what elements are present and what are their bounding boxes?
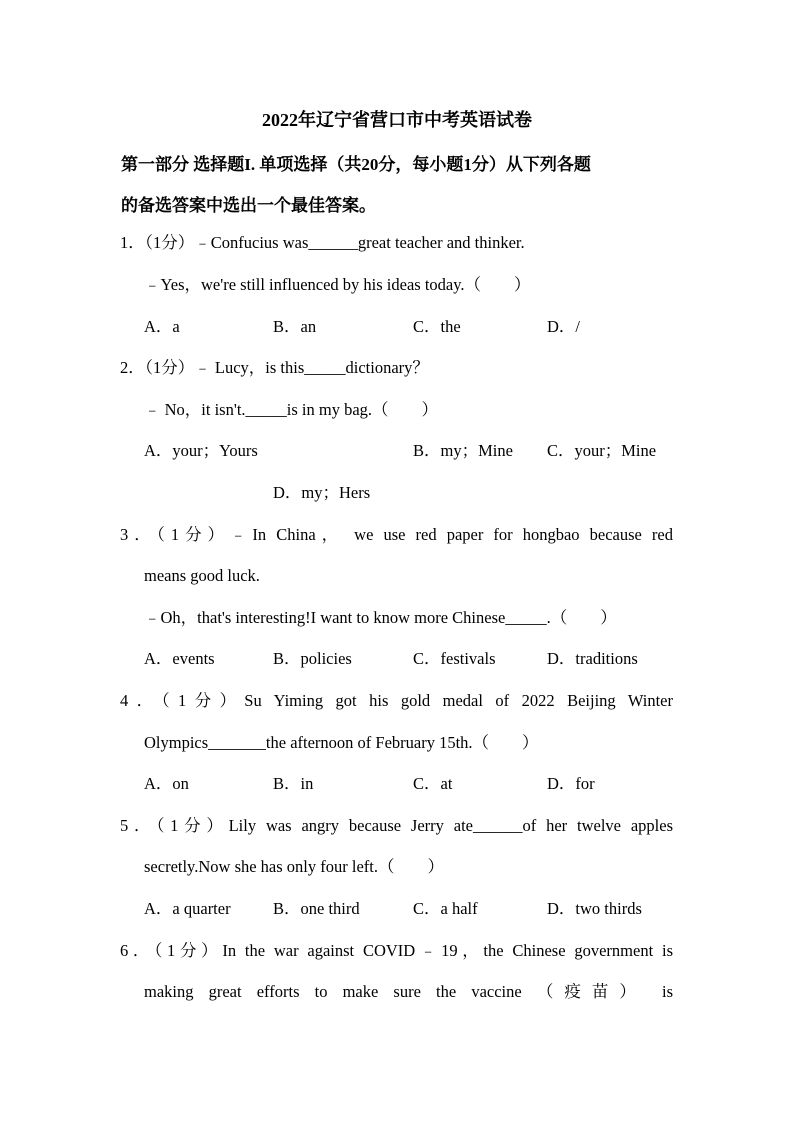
question-1-option-d: D．/ — [547, 317, 580, 336]
question-4-option-a: A．on — [144, 774, 189, 793]
question-1-line-1: 1．（1分）﹣Confucius was______great teacher and thinker. — [120, 233, 525, 252]
section-heading-line-2: 的备选答案中选出一个最佳答案。 — [121, 196, 376, 215]
question-2-option-c: C．your；Mine — [547, 441, 657, 460]
question-4-option-d: D．for — [547, 774, 595, 793]
question-5-option-a: A．a quarter — [144, 899, 231, 918]
question-3-option-b: B．policies — [273, 649, 352, 668]
question-5-option-d: D．two thirds — [547, 899, 642, 918]
question-4-option-b: B．in — [273, 774, 314, 793]
question-6-line-2: making great efforts to make sure the vaccine （疫苗） is — [144, 982, 673, 1001]
question-3-option-d: D．traditions — [547, 649, 638, 668]
question-5-option-b: B．one third — [273, 899, 360, 918]
question-2-line-2: ﹣ No，it isn't._____is in my bag.（ ） — [144, 400, 439, 419]
question-5-line-2: secretly.Now she has only four left.（ ） — [144, 857, 444, 876]
question-4-line-2: Olympics_______the afternoon of February 15th.（ ） — [144, 733, 539, 752]
question-3-line-2: means good luck. — [144, 566, 260, 585]
section-heading-line-1: 第一部分 选择题I. 单项选择（共20分，每小题1分）从下列各题 — [121, 155, 591, 174]
question-1-option-b: B．an — [273, 317, 317, 336]
question-2-option-d: D．my；Hers — [273, 483, 371, 502]
question-3-line-1: 3．（1分）﹣In China， we use red paper for hongbao because red — [120, 525, 673, 544]
question-3-line-3: ﹣Oh，that's interesting!I want to know more Chinese_____.（ ） — [144, 608, 617, 627]
question-4-option-c: C．at — [413, 774, 453, 793]
page-title: 2022年辽宁省营口市中考英语试卷 — [262, 110, 532, 130]
question-5-option-c: C．a half — [413, 899, 478, 918]
question-1-line-2: ﹣Yes，we're still influenced by his ideas today.（ ） — [144, 275, 531, 294]
question-2-option-a: A．your；Yours — [144, 441, 258, 460]
question-1-option-a: A．a — [144, 317, 180, 336]
question-3-option-a: A．events — [144, 649, 215, 668]
question-1-option-c: C．the — [413, 317, 461, 336]
question-4-line-1: 4．（1分）Su Yiming got his gold medal of 2022 Beijing Winter — [120, 691, 673, 710]
question-2-option-b: B．my；Mine — [413, 441, 513, 460]
question-6-line-1: 6．（1分）In the war against COVID﹣19，the Chinese government is — [120, 941, 673, 960]
question-5-line-1: 5．（1分）Lily was angry because Jerry ate______of her twelve apples — [120, 816, 673, 835]
question-3-option-c: C．festivals — [413, 649, 496, 668]
question-2-line-1: 2．（1分）﹣ Lucy，is this_____dictionary？ — [120, 358, 429, 377]
